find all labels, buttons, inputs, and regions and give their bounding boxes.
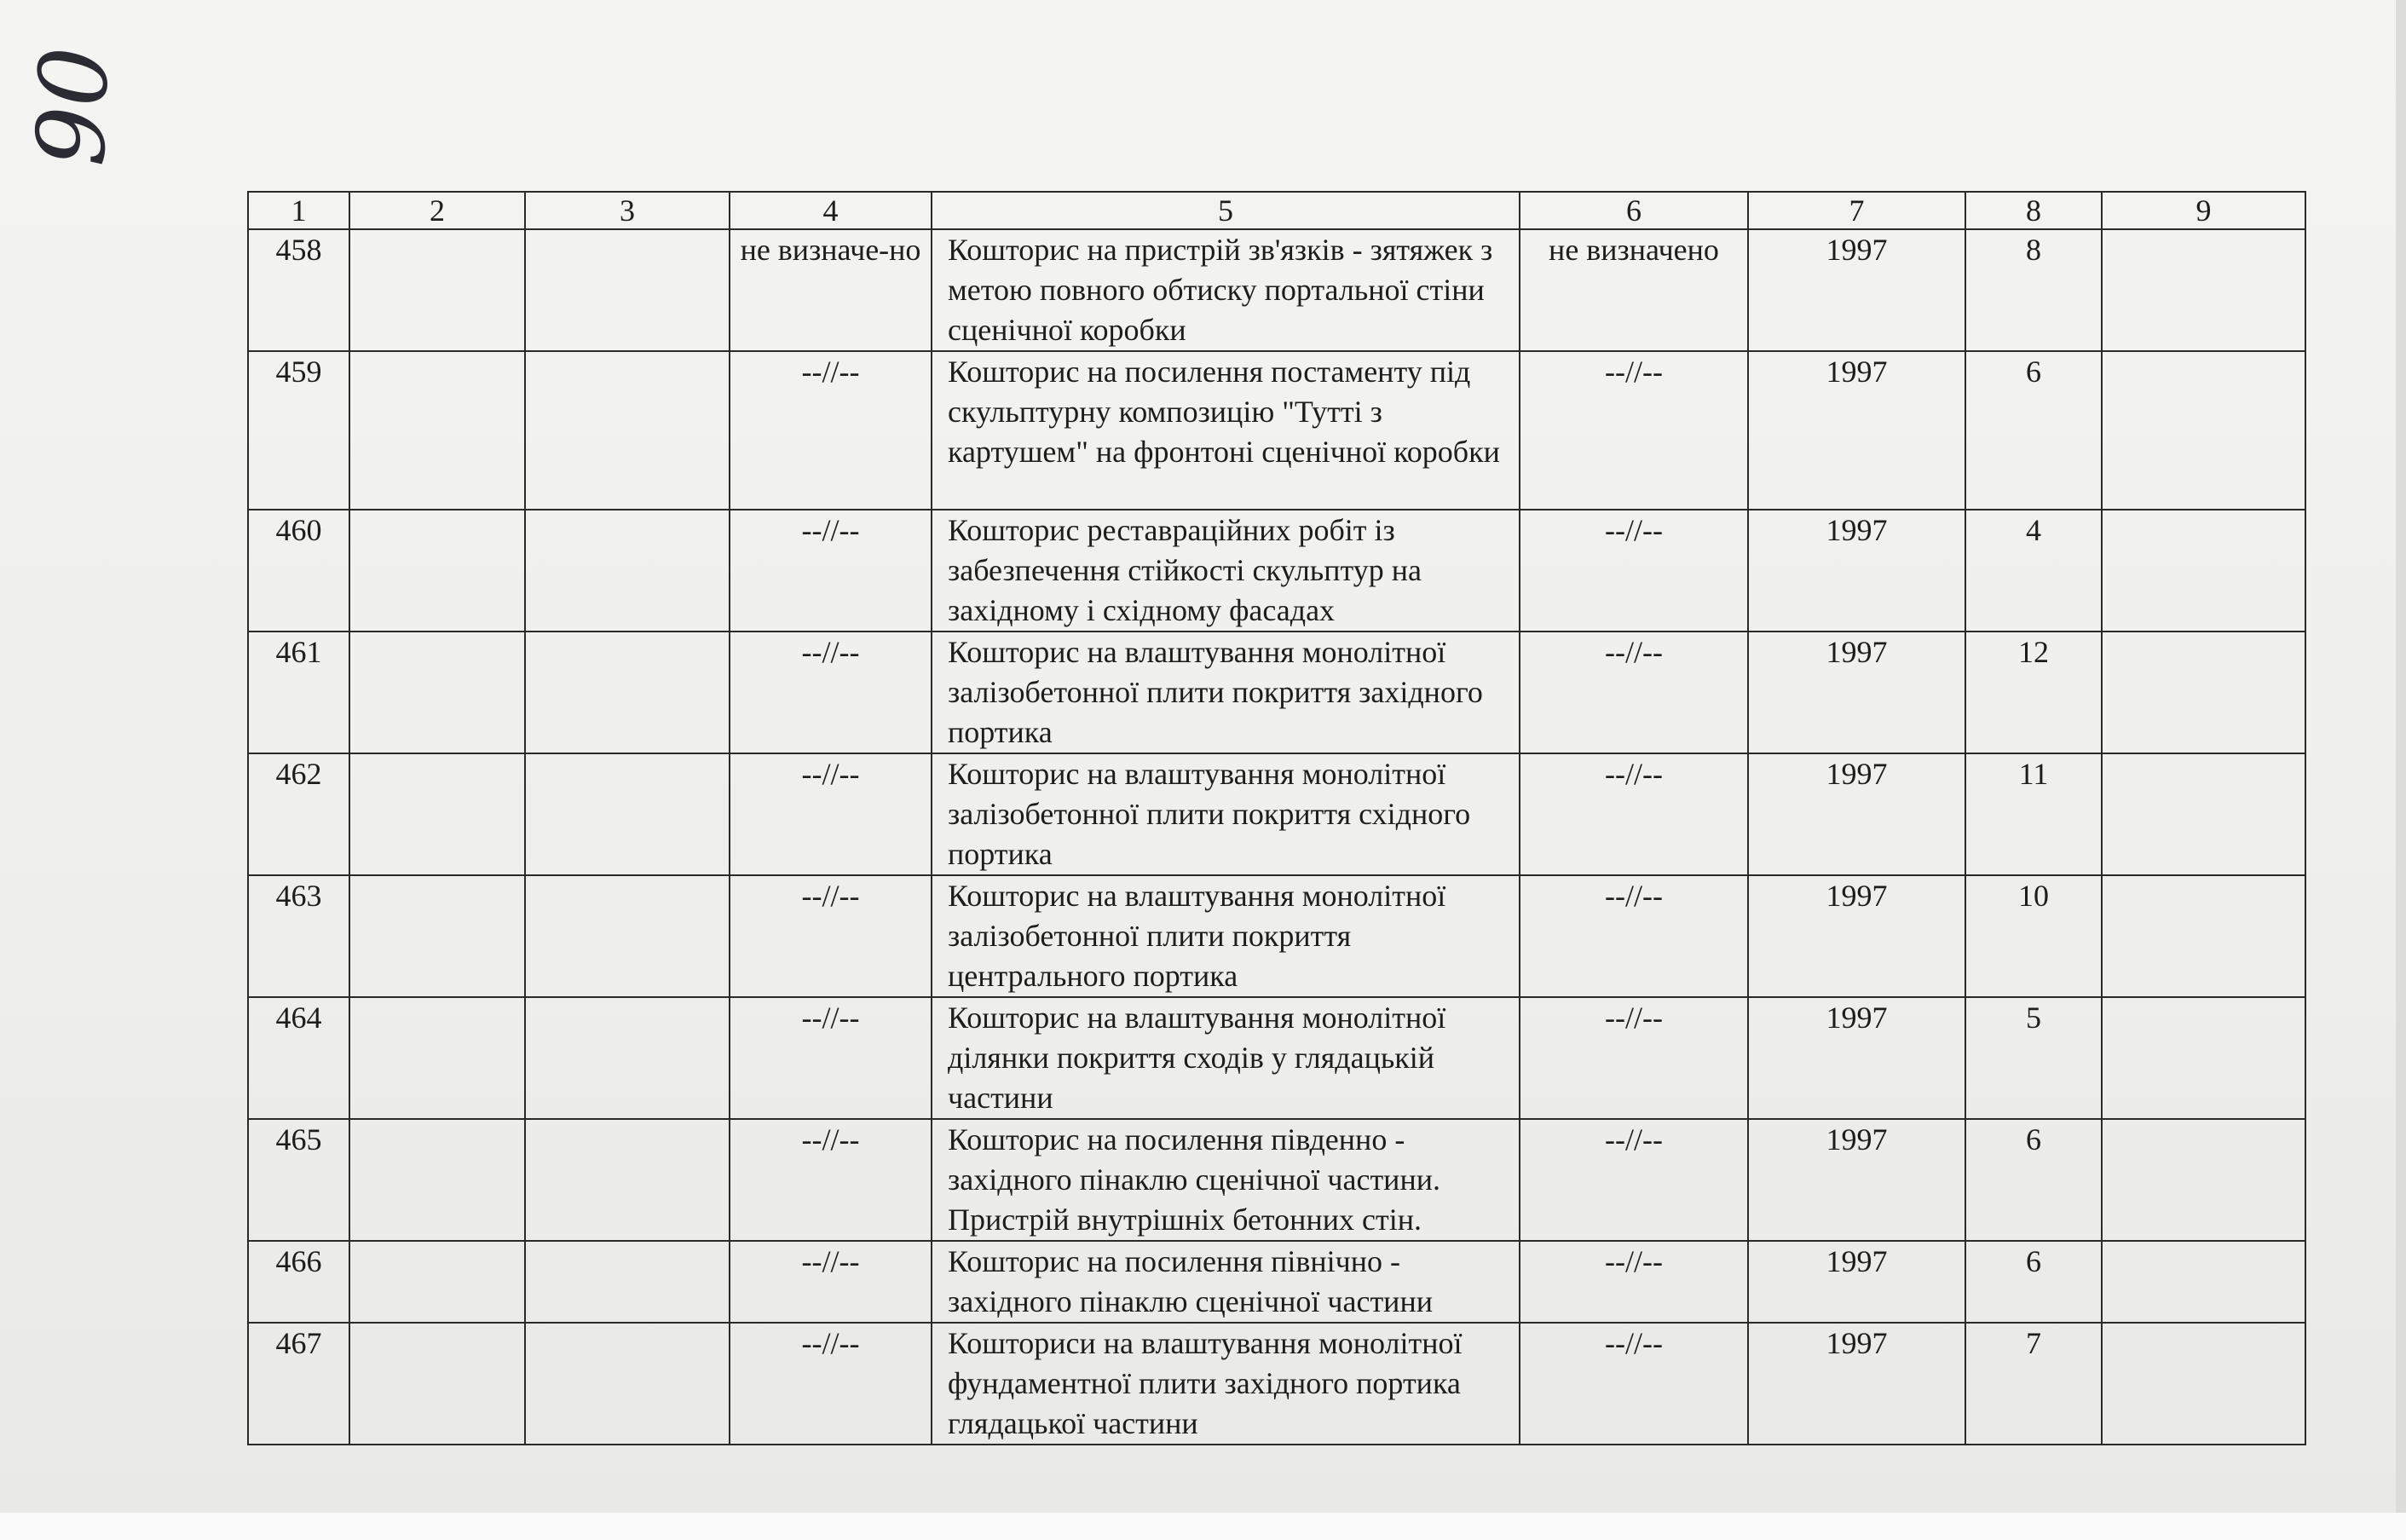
cell-col-2 (349, 632, 525, 753)
record-number: 464 (248, 997, 349, 1119)
cell-col-6: --//-- (1520, 1119, 1748, 1241)
column-header-3: 3 (525, 192, 730, 229)
notes-cell (2102, 875, 2305, 997)
page-right-edge (2396, 0, 2406, 1513)
cell-col-2 (349, 1119, 525, 1241)
cell-col-3 (525, 510, 730, 632)
cell-col-3 (525, 1241, 730, 1323)
cell-col-2 (349, 1241, 525, 1323)
column-header-8: 8 (1965, 192, 2102, 229)
table-row (248, 510, 2305, 632)
record-title: Кошторис на влаштування монолітної ділянки покриття сходів у глядацькій частини (932, 997, 1520, 1119)
notes-cell (2102, 1119, 2305, 1241)
cell-col-6: --//-- (1520, 997, 1748, 1119)
record-title: Кошторис на влаштування монолітної залізобетонної плити покриття східного портика (932, 753, 1520, 875)
cell-col-3 (525, 1119, 730, 1241)
column-header-2: 2 (349, 192, 525, 229)
date-cell: --//-- (730, 753, 932, 875)
record-year: 1997 (1748, 351, 1965, 510)
record-title: Кошторис на пристрій зв'язків - зятяжек з метою повного обтиску портальної стіни сценічної коробки (932, 229, 1520, 351)
record-number: 462 (248, 753, 349, 875)
column-header-1: 1 (248, 192, 349, 229)
sheet-count: 6 (1965, 351, 2102, 510)
column-header-9: 9 (2102, 192, 2305, 229)
table-row (248, 1241, 2305, 1323)
record-year: 1997 (1748, 632, 1965, 753)
record-number: 466 (248, 1241, 349, 1323)
record-number: 463 (248, 875, 349, 997)
table-row (248, 1119, 2305, 1241)
date-cell: --//-- (730, 997, 932, 1119)
cell-col-6: --//-- (1520, 1241, 1748, 1323)
cell-col-3 (525, 1323, 730, 1445)
notes-cell (2102, 229, 2305, 351)
column-number-row (248, 192, 2305, 229)
sheet-count: 8 (1965, 229, 2102, 351)
archive-inventory-table (247, 191, 2306, 1445)
record-title: Кошторис на посилення південно - західного пінаклю сценічної частини. Пристрій внутрішніх бетонних стін. (932, 1119, 1520, 1241)
cell-col-3 (525, 875, 730, 997)
record-year: 1997 (1748, 753, 1965, 875)
cell-col-3 (525, 632, 730, 753)
record-number: 465 (248, 1119, 349, 1241)
table-row (248, 632, 2305, 753)
record-title: Кошторис на влаштування монолітної залізобетонної плити покриття західного портика (932, 632, 1520, 753)
table-row (248, 997, 2305, 1119)
record-number: 467 (248, 1323, 349, 1445)
cell-col-2 (349, 229, 525, 351)
table-row (248, 351, 2305, 510)
record-year: 1997 (1748, 1241, 1965, 1323)
sheet-count: 5 (1965, 997, 2102, 1119)
table-row (248, 875, 2305, 997)
sheet-count: 6 (1965, 1241, 2102, 1323)
cell-col-3 (525, 351, 730, 510)
column-header-6: 6 (1520, 192, 1748, 229)
cell-col-2 (349, 1323, 525, 1445)
record-title: Кошторис на посилення постаменту під скульптурну композицію "Тутті з картушем" на фронтоні сценічної коробки (932, 351, 1520, 510)
table-row (248, 1323, 2305, 1445)
notes-cell (2102, 632, 2305, 753)
record-year: 1997 (1748, 510, 1965, 632)
column-header-4: 4 (730, 192, 932, 229)
cell-col-3 (525, 753, 730, 875)
cell-col-2 (349, 875, 525, 997)
date-cell: --//-- (730, 510, 932, 632)
record-title: Кошторис на влаштування монолітної залізобетонної плити покриття центрального портика (932, 875, 1520, 997)
notes-cell (2102, 1241, 2305, 1323)
date-cell: --//-- (730, 1241, 932, 1323)
notes-cell (2102, 753, 2305, 875)
table-row (248, 229, 2305, 351)
sheet-count: 7 (1965, 1323, 2102, 1445)
record-year: 1997 (1748, 229, 1965, 351)
date-cell: --//-- (730, 1119, 932, 1241)
cell-col-6: --//-- (1520, 351, 1748, 510)
page-bottom-edge (0, 1513, 2406, 1540)
date-cell: не визначе-но (730, 229, 932, 351)
record-year: 1997 (1748, 1119, 1965, 1241)
record-title: Кошторис реставраційних робіт із забезпечення стійкості скульптур на західному і східному фасадах (932, 510, 1520, 632)
column-header-5: 5 (932, 192, 1520, 229)
sheet-count: 11 (1965, 753, 2102, 875)
sheet-count: 6 (1965, 1119, 2102, 1241)
cell-col-6: --//-- (1520, 1323, 1748, 1445)
notes-cell (2102, 1323, 2305, 1445)
record-year: 1997 (1748, 997, 1965, 1119)
cell-col-6: --//-- (1520, 875, 1748, 997)
column-header-7: 7 (1748, 192, 1965, 229)
record-title: Кошторис на посилення північно - західного пінаклю сценічної частини (932, 1241, 1520, 1323)
date-cell: --//-- (730, 632, 932, 753)
cell-col-3 (525, 997, 730, 1119)
date-cell: --//-- (730, 875, 932, 997)
record-number: 459 (248, 351, 349, 510)
cell-col-6: --//-- (1520, 510, 1748, 632)
record-number: 458 (248, 229, 349, 351)
sheet-count: 10 (1965, 875, 2102, 997)
record-number: 461 (248, 632, 349, 753)
date-cell: --//-- (730, 351, 932, 510)
notes-cell (2102, 351, 2305, 510)
cell-col-3 (525, 229, 730, 351)
record-number: 460 (248, 510, 349, 632)
date-cell: --//-- (730, 1323, 932, 1445)
sheet-count: 4 (1965, 510, 2102, 632)
cell-col-2 (349, 510, 525, 632)
notes-cell (2102, 510, 2305, 632)
notes-cell (2102, 997, 2305, 1119)
sheet-count: 12 (1965, 632, 2102, 753)
cell-col-6: --//-- (1520, 632, 1748, 753)
cell-col-2 (349, 997, 525, 1119)
table-row (248, 753, 2305, 875)
record-title: Кошториси на влаштування монолітної фундаментної плити західного портика глядацької частини (932, 1323, 1520, 1445)
cell-col-2 (349, 753, 525, 875)
cell-col-6: --//-- (1520, 753, 1748, 875)
cell-col-2 (349, 351, 525, 510)
record-year: 1997 (1748, 1323, 1965, 1445)
record-year: 1997 (1748, 875, 1965, 997)
handwritten-folio-number: 90 (16, 44, 130, 169)
cell-col-6: не визначено (1520, 229, 1748, 351)
